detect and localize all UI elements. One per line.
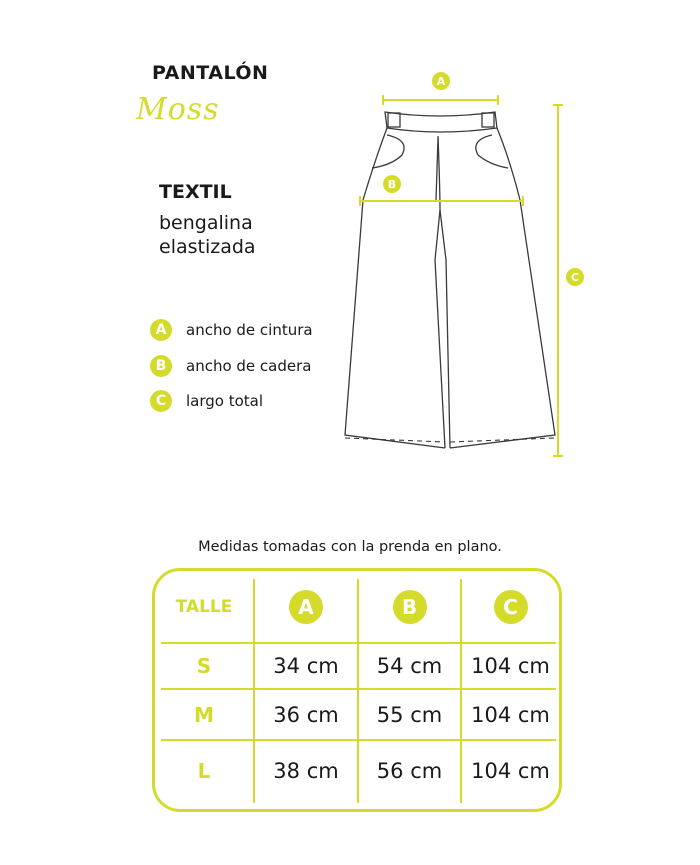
table-cell: 104 cm [471,759,550,783]
legend-badge-b: B [150,355,172,377]
measure-line-b [360,175,523,206]
column-badge-a: A [289,590,323,624]
legend-badge-a: A [150,319,172,341]
measurement-note: Medidas tomadas con la prenda en plano. [198,539,502,555]
size-label-s: S [196,654,212,678]
size-column-header: TALLE [175,596,233,617]
fabric-line-1: bengalina [159,212,253,234]
column-header-a [255,571,357,642]
diagram-label-b: B [387,178,397,191]
column-badge-b: B [393,590,427,624]
column-header-c [462,571,559,642]
fabric-line-2: elastizada [159,236,256,258]
table-cell: 54 cm [376,654,443,678]
table-cell: 104 cm [471,654,550,678]
column-header-b [359,571,460,642]
legend-label-c: largo total [186,392,264,410]
column-badge-c: C [494,590,528,624]
product-title: PANTALÓN [152,62,269,84]
legend-item-a [150,318,313,342]
size-label-m: M [194,702,214,727]
table-cell: 56 cm [376,759,443,783]
table-cell: 38 cm [273,759,339,783]
diagram-label-c: C [570,271,580,284]
legend-item-b [150,354,311,378]
table-cell: 55 cm [376,702,443,727]
table-cell: 104 cm [471,702,550,727]
measure-line-c [553,105,584,456]
legend-label-b: ancho de cadera [186,357,312,375]
brand-logo: Moss [136,92,220,127]
size-table [152,568,562,812]
pants-outline [345,112,555,448]
legend-badge-c: C [150,390,172,412]
legend-label-a: ancho de cintura [186,321,313,339]
table-cell: 36 cm [273,702,339,727]
legend-item-c [150,389,263,413]
pants-diagram [340,60,600,470]
fabric-heading: TEXTIL [159,181,232,203]
table-cell: 34 cm [273,654,339,678]
size-label-l: L [197,759,211,783]
measure-line-a [383,72,498,105]
diagram-label-a: A [436,75,446,88]
